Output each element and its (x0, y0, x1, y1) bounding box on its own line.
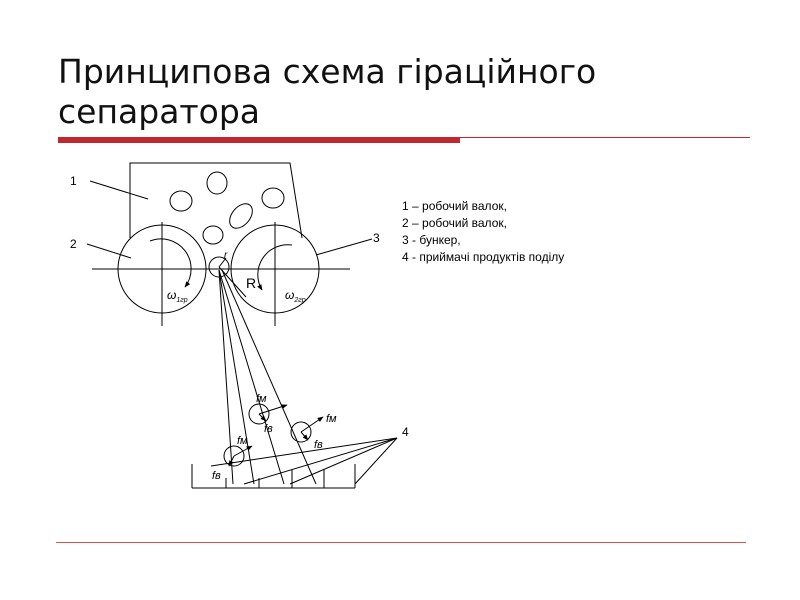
diagram-legend (402, 198, 564, 266)
title-line-2: сепаратора (58, 92, 260, 131)
callout-label-2: 2 (70, 237, 77, 251)
legend-item-3: 3 - бункер, (402, 233, 461, 247)
particle (225, 199, 257, 232)
particle (203, 226, 223, 244)
force-v-label: fв (314, 439, 323, 451)
trajectory-line (219, 270, 284, 484)
trajectory-line (219, 270, 233, 484)
force-m-label: fм (237, 435, 248, 447)
title-line-1: Принципова схема гіраційного (58, 52, 597, 91)
legend-item-4: 4 - приймачі продуктів поділу (402, 250, 565, 264)
particle (170, 191, 192, 211)
callout-line-1 (90, 181, 148, 199)
particle (262, 188, 284, 208)
force-m-label: fм (256, 393, 267, 405)
omega2-label: $\omega_{2гр}$ (285, 288, 306, 304)
callout-label-4: 4 (402, 425, 409, 439)
footer-rule (56, 542, 746, 543)
radius-label: R (246, 275, 257, 291)
force-v-arrow (301, 432, 308, 440)
legend-item-2: 2 – робочий валок, (402, 216, 507, 230)
particle (207, 172, 227, 194)
force-m-arrow (301, 417, 323, 432)
callout-label-1: 1 (70, 174, 77, 188)
omega1-label: $\omega_{1гр}$ (167, 288, 188, 304)
callout-line-3 (316, 239, 372, 255)
force-m-label: fм (326, 413, 337, 425)
roll-left-rotation-arrow (150, 239, 191, 287)
force-v-label: fв (264, 423, 273, 435)
small-radius-label: r (224, 250, 228, 261)
force-v-label: fв (212, 470, 221, 482)
legend-item-1: 1 – робочий валок, (402, 199, 507, 213)
callout-label-3: 3 (373, 231, 380, 245)
callout-line-4 (355, 438, 397, 484)
force-v-arrow (259, 414, 266, 421)
